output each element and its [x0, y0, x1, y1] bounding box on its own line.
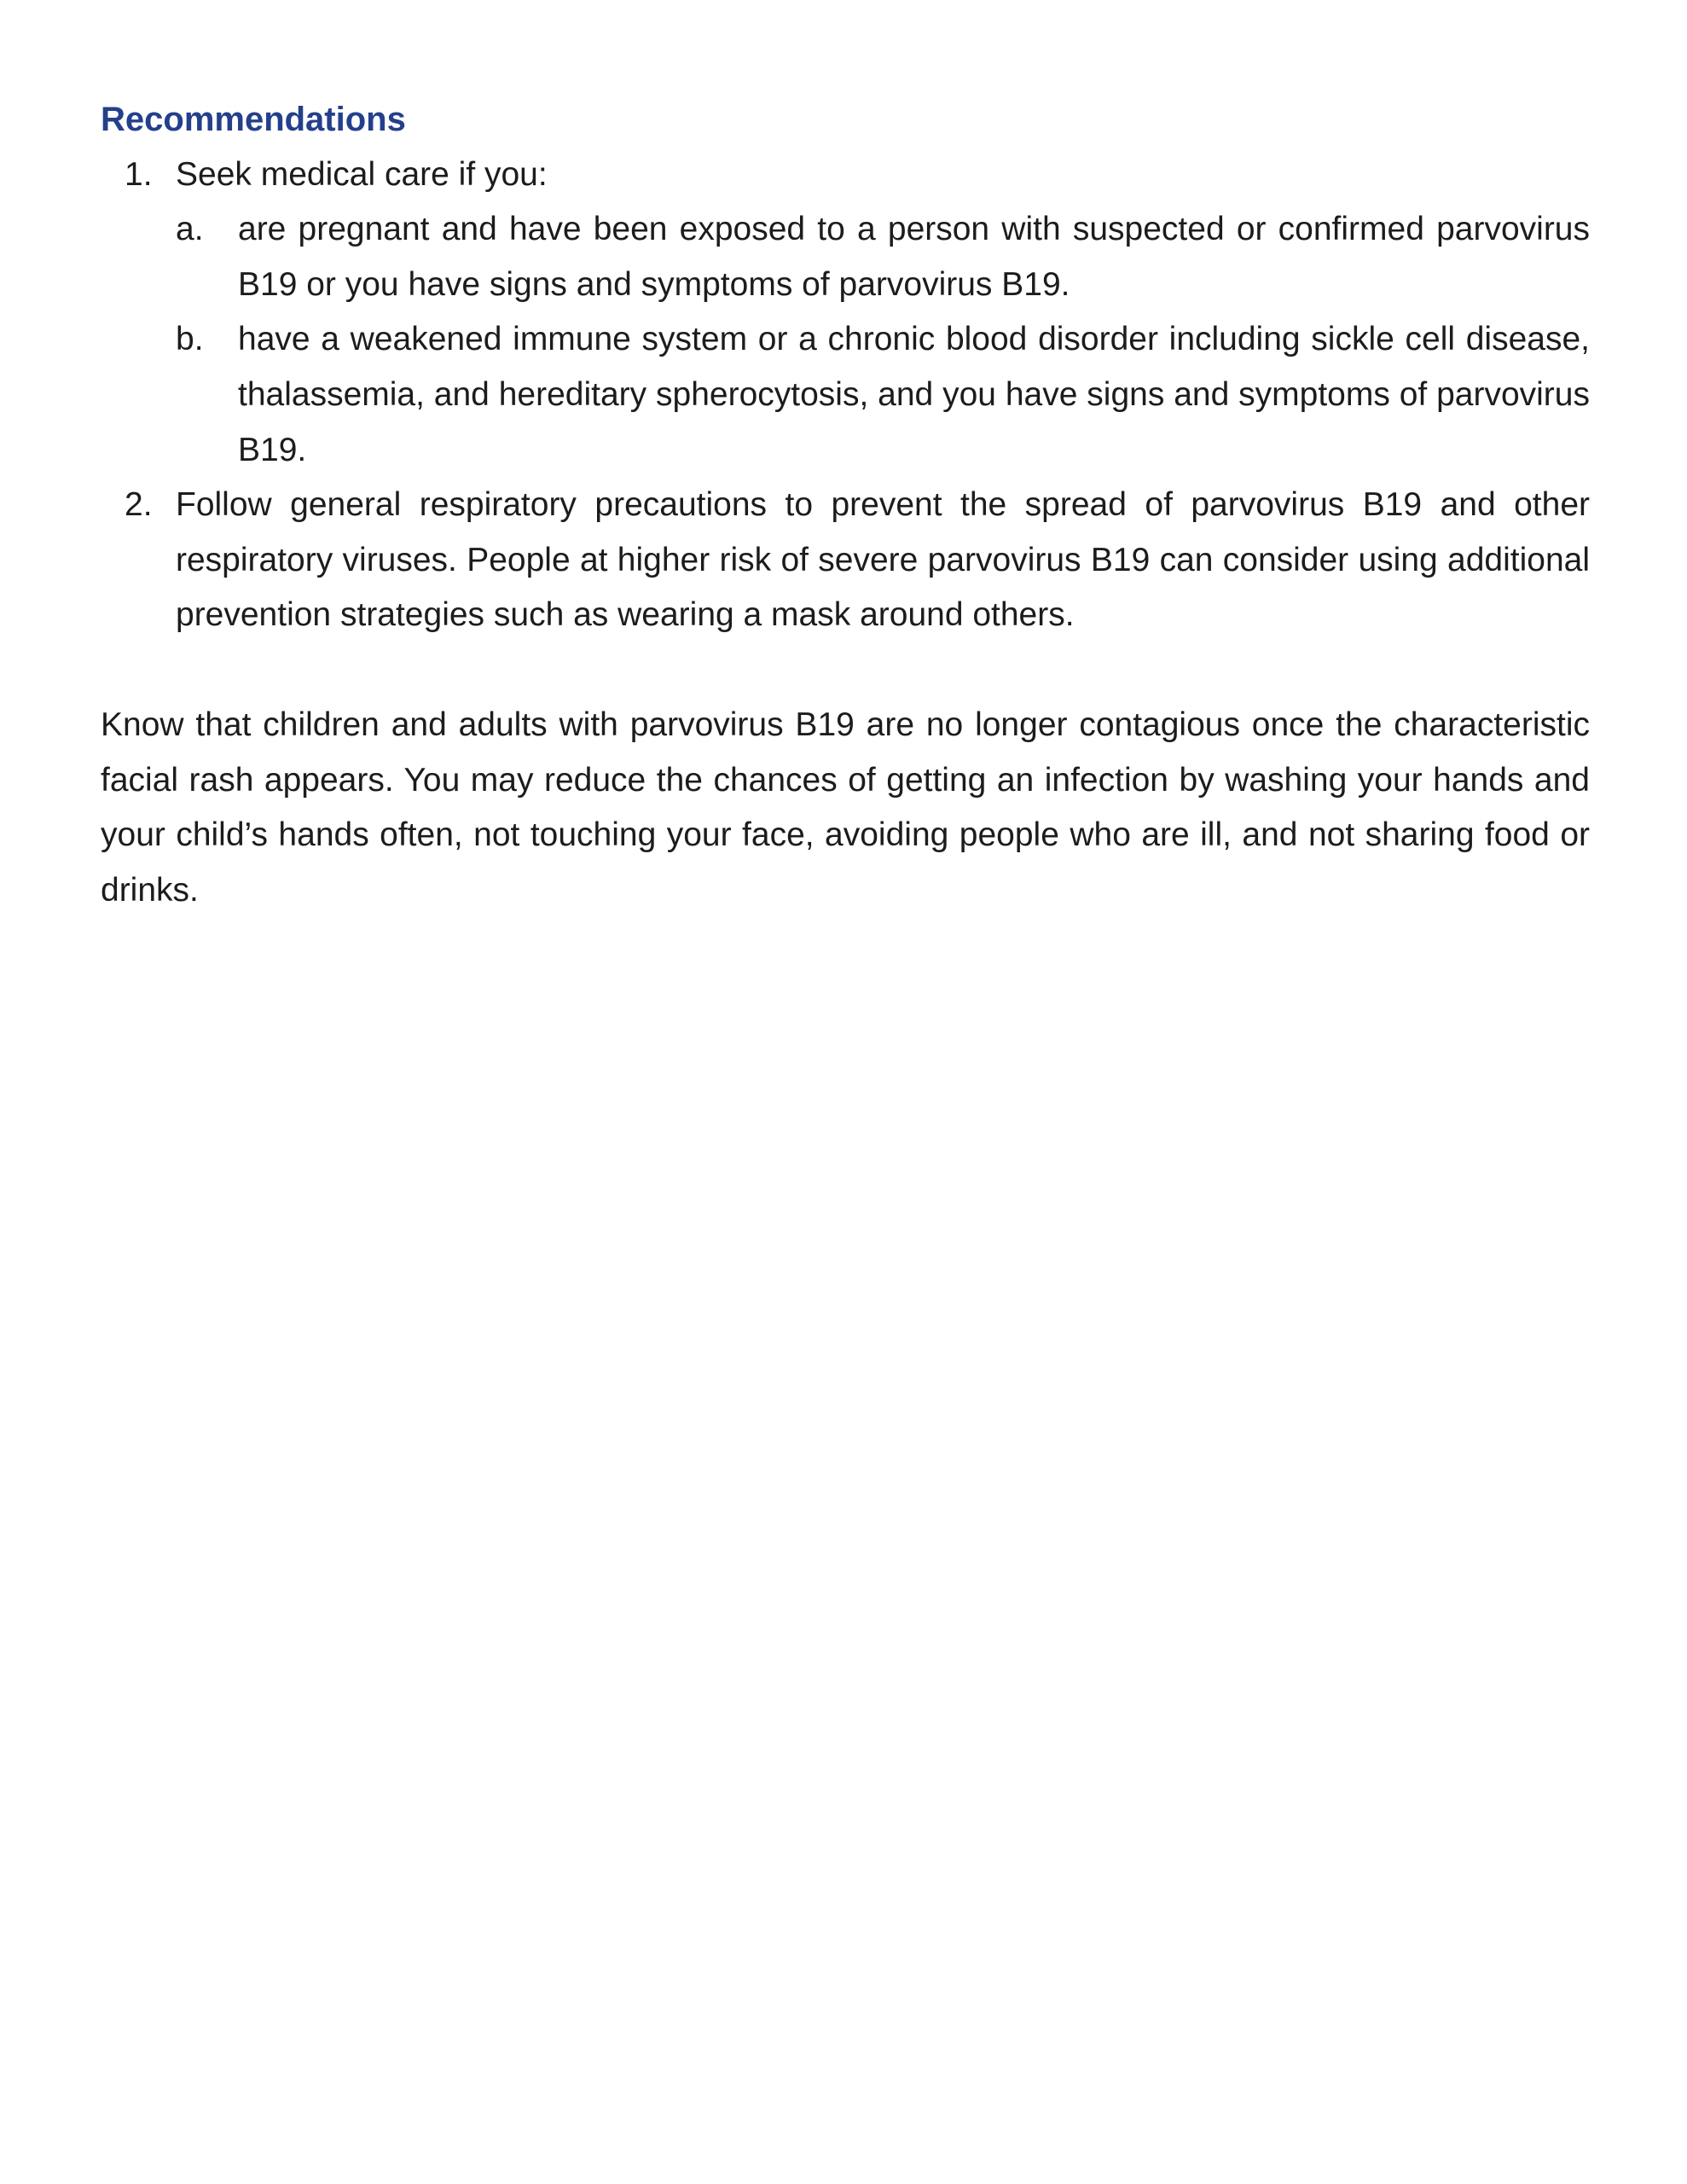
- list-item-text: Follow general respiratory precautions to prevent the spread of parvovirus B19 and other respiratory viruses. People at higher risk of severe parvovirus B19 can consider using additional prevention strategies such as wearing a mask around others.: [176, 486, 1590, 634]
- list-item-2: [101, 478, 1590, 643]
- document-page: [101, 92, 1590, 918]
- sub-item-a: [176, 202, 1590, 312]
- list-item-1: [101, 148, 1590, 479]
- sub-item-text: are pregnant and have been exposed to a person with suspected or confirmed parvovirus B19 or you have signs and symptoms of parvovirus B19.: [238, 211, 1590, 303]
- sub-marker: b.: [176, 321, 204, 358]
- body-paragraph: Know that children and adults with parvovirus B19 are no longer contagious once the characteristic facial rash appears. You may reduce the chances of getting an infection by washing your hands and your child’s hands often, not touching your face, avoiding people who are ill, and not sharing food or drinks.: [101, 706, 1590, 909]
- sub-marker: a.: [176, 211, 204, 248]
- list-item-text: Seek medical care if you:: [176, 155, 548, 193]
- section-heading: Recommendations: [101, 101, 406, 138]
- list-marker: 2.: [125, 486, 153, 524]
- list-marker: 1.: [125, 155, 153, 193]
- sub-item-b: [176, 312, 1590, 478]
- sub-item-text: have a weakened immune system or a chronic blood disorder including sickle cell disease, thalassemia, and hereditary spherocytosis, and you have signs and symptoms of parvovirus B19.: [238, 321, 1590, 468]
- sub-list: [176, 202, 1590, 478]
- recommendations-list: [101, 148, 1590, 643]
